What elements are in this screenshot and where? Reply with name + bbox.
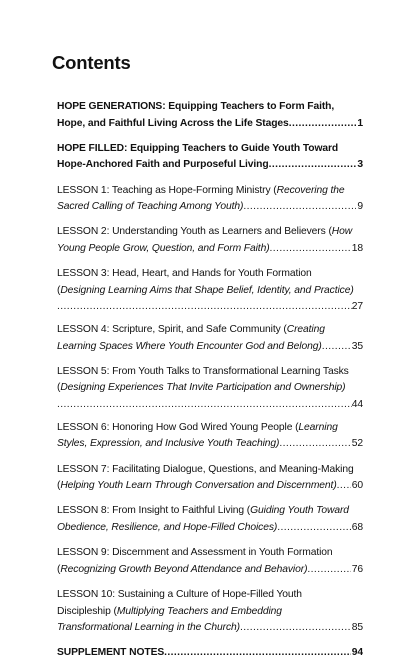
toc-entry-line [57, 420, 363, 437]
toc-entry-subtitle: Creating [286, 324, 325, 336]
toc-entry-line [57, 241, 363, 258]
dot-leader [337, 478, 351, 495]
toc-entry-lesson-7[interactable] [57, 462, 363, 495]
toc-entry-line [57, 604, 363, 621]
page-number: 3 [357, 159, 363, 171]
toc-entry-text: ( [57, 284, 61, 296]
toc-entry-subtitle: Multiplying Teachers and Embedding [116, 605, 282, 617]
toc-entry-subtitle: Styles, Expression, and Inclusive Youth Teaching) [57, 438, 280, 450]
dot-leader [57, 397, 352, 414]
dot-leader [57, 299, 352, 316]
toc-entry-line [57, 299, 363, 316]
dot-leader [164, 645, 351, 662]
toc-entry-lesson-10[interactable] [57, 587, 363, 637]
toc-entry-lesson-1[interactable] [57, 183, 363, 216]
toc-entry-text: ( [57, 382, 61, 394]
toc-entry-line [57, 199, 363, 216]
toc-entry-line: HOPE FILLED: Equipping Teachers to Guide Youth Toward [57, 142, 339, 154]
toc-entry-line: LESSON 10: Sustaining a Culture of Hope-Filled Youth [57, 588, 302, 600]
toc-entry-text: LESSON 8: From Insight to Faithful Living ( [57, 505, 251, 517]
toc-entry-line: LESSON 9: Discernment and Assessment in Youth Formation [57, 547, 333, 559]
page-number: 1 [357, 117, 363, 129]
toc-entry-line: LESSON 3: Head, Heart, and Hands for Youth Formation [57, 268, 312, 280]
toc-entry-line [57, 520, 363, 537]
toc-entry-line [57, 224, 363, 241]
toc-entry-text: ( [57, 480, 61, 492]
toc-entry-line [57, 157, 363, 174]
toc-entry-lesson-3[interactable] [57, 266, 363, 316]
toc-entry-hope-generations[interactable] [57, 99, 363, 132]
toc-entry-line [57, 116, 363, 133]
toc-entry-line [57, 322, 363, 339]
dot-leader [270, 241, 351, 258]
toc-entry-line [57, 478, 363, 495]
toc-entry-line [57, 339, 363, 356]
toc-entry-text: Hope, and Faithful Living Across the Life Stages [57, 117, 289, 129]
page-number: 52 [351, 438, 363, 450]
page-number: 27 [351, 301, 363, 313]
toc-entry-subtitle: How [331, 226, 353, 238]
toc-entry-line [57, 183, 363, 200]
toc-entry-hope-filled[interactable] [57, 141, 363, 174]
toc-entry-line: LESSON 5: From Youth Talks to Transformational Learning Tasks [57, 365, 349, 377]
toc-entry-text: LESSON 1: Teaching as Hope-Forming Ministry ( [57, 184, 277, 196]
toc-entry-subtitle: Learning Spaces Where Youth Encounter God and Belong) [57, 340, 322, 352]
toc-entry-line [57, 283, 363, 300]
dot-leader [277, 520, 351, 537]
toc-entry-subtitle: Guiding Youth Toward [250, 505, 349, 517]
page-number: 35 [351, 340, 363, 352]
page-number: 9 [357, 201, 363, 213]
toc-entry-lesson-6[interactable] [57, 420, 363, 453]
toc-entry-line [57, 645, 363, 662]
toc-entry-lesson-5[interactable] [57, 364, 363, 414]
page-number: 18 [351, 242, 363, 254]
toc-entry-subtitle: Transformational Learning in the Church) [57, 622, 240, 634]
toc-entry-text: ( [57, 563, 61, 575]
toc-entry-line [57, 380, 363, 397]
toc-entry-subtitle: Helping Youth Learn Through Conversation and Discernment) [60, 480, 337, 492]
toc-entry-text: Hope-Anchored Faith and Purposeful Living [57, 159, 269, 171]
dot-leader [289, 116, 357, 133]
toc-entry-lesson-8[interactable] [57, 503, 363, 536]
toc-entry-subtitle: Sacred Calling of Teaching Among Youth) [57, 201, 244, 213]
toc-entry-lesson-2[interactable] [57, 224, 363, 257]
toc-entry-text: LESSON 6: Honoring How God Wired Young People ( [57, 421, 299, 433]
dot-leader [279, 436, 350, 453]
toc-entry-subtitle: Designing Experiences That Invite Participation and Ownership) [60, 382, 346, 394]
toc-entry-line [57, 620, 363, 637]
page-number: 60 [351, 480, 363, 492]
toc-entry-text: LESSON 4: Scripture, Spirit, and Safe Community ( [57, 324, 287, 336]
toc-entry-text: SUPPLEMENT NOTES [57, 647, 165, 659]
page-number: 68 [351, 522, 363, 533]
page-number: 44 [351, 399, 363, 411]
toc-entry-line [57, 436, 363, 453]
page-number: 85 [351, 622, 363, 634]
toc-entry-lesson-4[interactable] [57, 322, 363, 355]
toc-entry-line [57, 562, 363, 579]
dot-leader [243, 199, 356, 216]
toc-entry-subtitle: Recovering the [276, 184, 345, 196]
toc-entry-line [57, 397, 363, 414]
toc-entry-lesson-9[interactable] [57, 545, 363, 578]
toc-entry-supplement-notes[interactable] [57, 645, 363, 662]
page-number: 76 [351, 563, 363, 575]
dot-leader [307, 562, 350, 579]
toc-entry-subtitle: Designing Learning Aims that Shape Belief, Identity, and Practice) [60, 284, 354, 296]
dot-leader [322, 339, 351, 356]
toc-entry-line: HOPE GENERATIONS: Equipping Teachers to Form Faith, [57, 101, 335, 112]
dot-leader [240, 620, 351, 637]
toc-entry-subtitle: Obedience, Resilience, and Hope-Filled Choices) [57, 522, 278, 533]
page-number: 94 [351, 647, 363, 659]
dot-leader [269, 157, 357, 174]
toc-entry-text: Discipleship ( [57, 605, 117, 617]
toc-entry-line [57, 503, 363, 520]
toc-entry-line: LESSON 7: Facilitating Dialogue, Questions, and Meaning-Making [57, 463, 354, 475]
toc-entry-text: LESSON 2: Understanding Youth as Learners and Believers ( [57, 226, 332, 238]
table-of-contents [57, 99, 363, 671]
page-title: Contents [52, 52, 131, 73]
toc-entry-subtitle: Recognizing Growth Beyond Attendance and Behavior) [60, 563, 308, 575]
toc-entry-subtitle: Young People Grow, Question, and Form Faith) [57, 242, 270, 254]
toc-entry-subtitle: Learning [298, 421, 338, 433]
